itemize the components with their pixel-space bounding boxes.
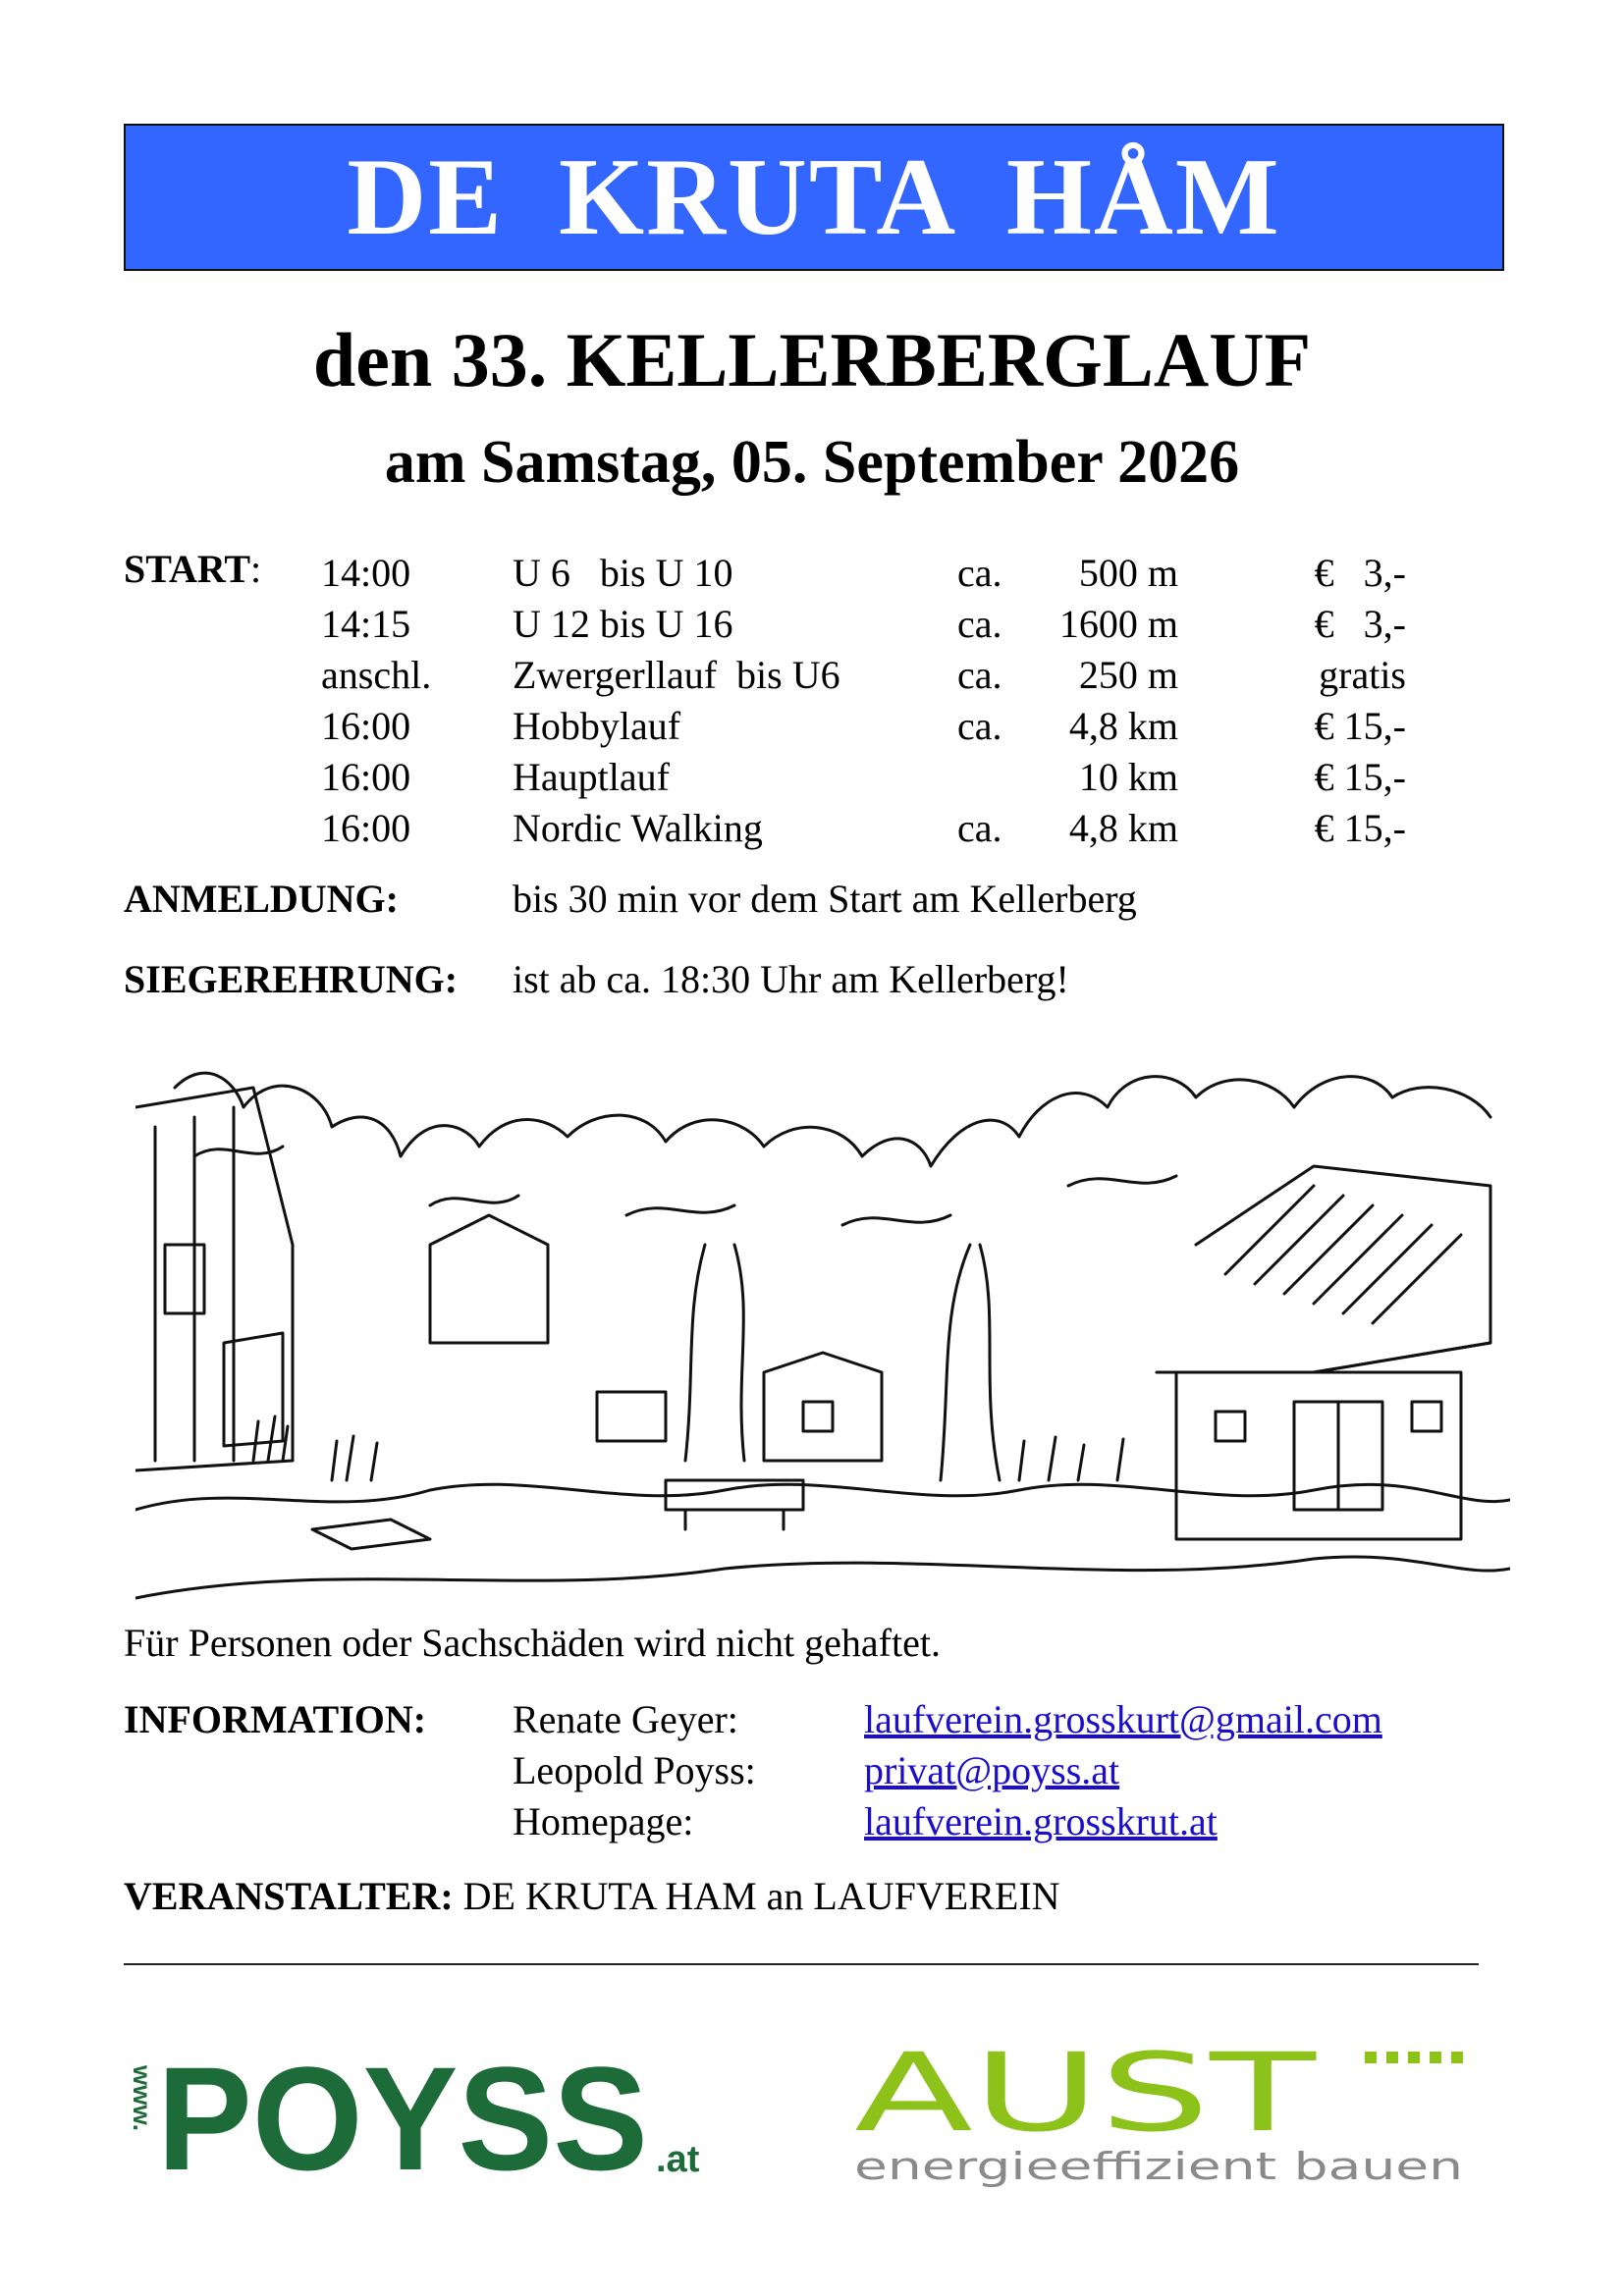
contact-name: Leopold Poyss: xyxy=(513,1748,756,1792)
schedule-price: € 15,- xyxy=(1314,755,1406,799)
schedule-distance: 4,8 km xyxy=(1068,806,1178,850)
information-label: INFORMATION: xyxy=(124,1697,427,1741)
schedule-category: Hauptlauf xyxy=(513,755,670,799)
schedule-row xyxy=(0,550,1624,601)
schedule-row xyxy=(0,805,1624,856)
schedule-price: € 3,- xyxy=(1314,602,1406,646)
aust-tagline: energieeffizient bauen xyxy=(854,2145,1463,2188)
schedule-time: 16:00 xyxy=(321,806,411,850)
schedule-row xyxy=(0,703,1624,754)
siegerehrung-label: SIEGEREHRUNG: xyxy=(124,957,459,1001)
schedule-time: 14:15 xyxy=(321,602,411,646)
schedule-time: 16:00 xyxy=(321,704,411,748)
schedule-row xyxy=(0,652,1624,703)
poyss-name: POYSS xyxy=(157,2036,648,2189)
schedule-ca: ca. xyxy=(957,704,1002,748)
schedule-time: 16:00 xyxy=(321,755,411,799)
start-label-text: START xyxy=(124,547,251,591)
schedule-row xyxy=(0,601,1624,652)
schedule-distance: 500 m xyxy=(1078,551,1178,595)
schedule-ca: ca. xyxy=(957,602,1002,646)
schedule-distance: 4,8 km xyxy=(1068,704,1178,748)
schedule-category: U 12 bis U 16 xyxy=(513,602,733,646)
schedule-distance: 10 km xyxy=(1078,755,1178,799)
veranstalter-line xyxy=(124,1874,1060,1918)
schedule-category: Nordic Walking xyxy=(513,806,763,850)
homepage-link[interactable]: laufverein.grosskrut.at xyxy=(864,1799,1218,1843)
start-label-colon: : xyxy=(250,547,262,591)
header-title: DE KRUTA HÅM xyxy=(347,136,1281,258)
event-date: am Samstag, 05. September 2026 xyxy=(384,429,1240,496)
schedule-price: € 15,- xyxy=(1314,704,1406,748)
schedule-category: U 6 bis U 10 xyxy=(513,551,733,595)
aust-dots xyxy=(1365,2052,1463,2063)
schedule-ca: ca. xyxy=(957,653,1002,697)
poyss-tld: .at xyxy=(656,2139,700,2180)
header-banner xyxy=(124,124,1504,271)
contact-name: Renate Geyer: xyxy=(513,1697,738,1741)
schedule-distance: 250 m xyxy=(1078,653,1178,697)
event-title: den 33. KELLERBERGLAUF xyxy=(312,317,1312,402)
poyss-logo xyxy=(118,2032,727,2189)
contact-email-link[interactable]: privat@poyss.at xyxy=(864,1748,1120,1792)
schedule-category: Hobbylauf xyxy=(513,704,681,748)
divider-line xyxy=(124,1963,1479,1965)
disclaimer-text: Für Personen oder Sachschäden wird nicht gehaftet. xyxy=(124,1621,941,1665)
veranstalter-label: VERANSTALTER: xyxy=(124,1874,454,1918)
anmeldung-label: ANMELDUNG: xyxy=(124,877,399,921)
veranstalter-text: DE KRUTA HAM an LAUFVEREIN xyxy=(462,1874,1060,1918)
schedule-time: anschl. xyxy=(321,653,432,697)
contact-name: Homepage: xyxy=(513,1799,694,1843)
schedule-ca: ca. xyxy=(957,806,1002,850)
village-sketch-illustration xyxy=(135,1048,1510,1608)
schedule-row xyxy=(0,754,1624,805)
poyss-www: www. xyxy=(128,2065,157,2131)
siegerehrung-text: ist ab ca. 18:30 Uhr am Kellerberg! xyxy=(513,957,1069,1001)
schedule-price: € 15,- xyxy=(1314,806,1406,850)
schedule-time: 14:00 xyxy=(321,551,411,595)
schedule-distance: 1600 m xyxy=(1058,602,1178,646)
anmeldung-text: bis 30 min vor dem Start am Kellerberg xyxy=(513,877,1137,921)
schedule-ca: ca. xyxy=(957,551,1002,595)
aust-name: AUST xyxy=(854,2032,1318,2156)
schedule-price: gratis xyxy=(1319,653,1406,697)
contact-email-link[interactable]: laufverein.grosskurt@gmail.com xyxy=(864,1697,1382,1741)
aust-logo xyxy=(844,2032,1483,2189)
schedule-price: € 3,- xyxy=(1314,551,1406,595)
schedule-category: Zwergerllauf bis U6 xyxy=(513,653,840,697)
